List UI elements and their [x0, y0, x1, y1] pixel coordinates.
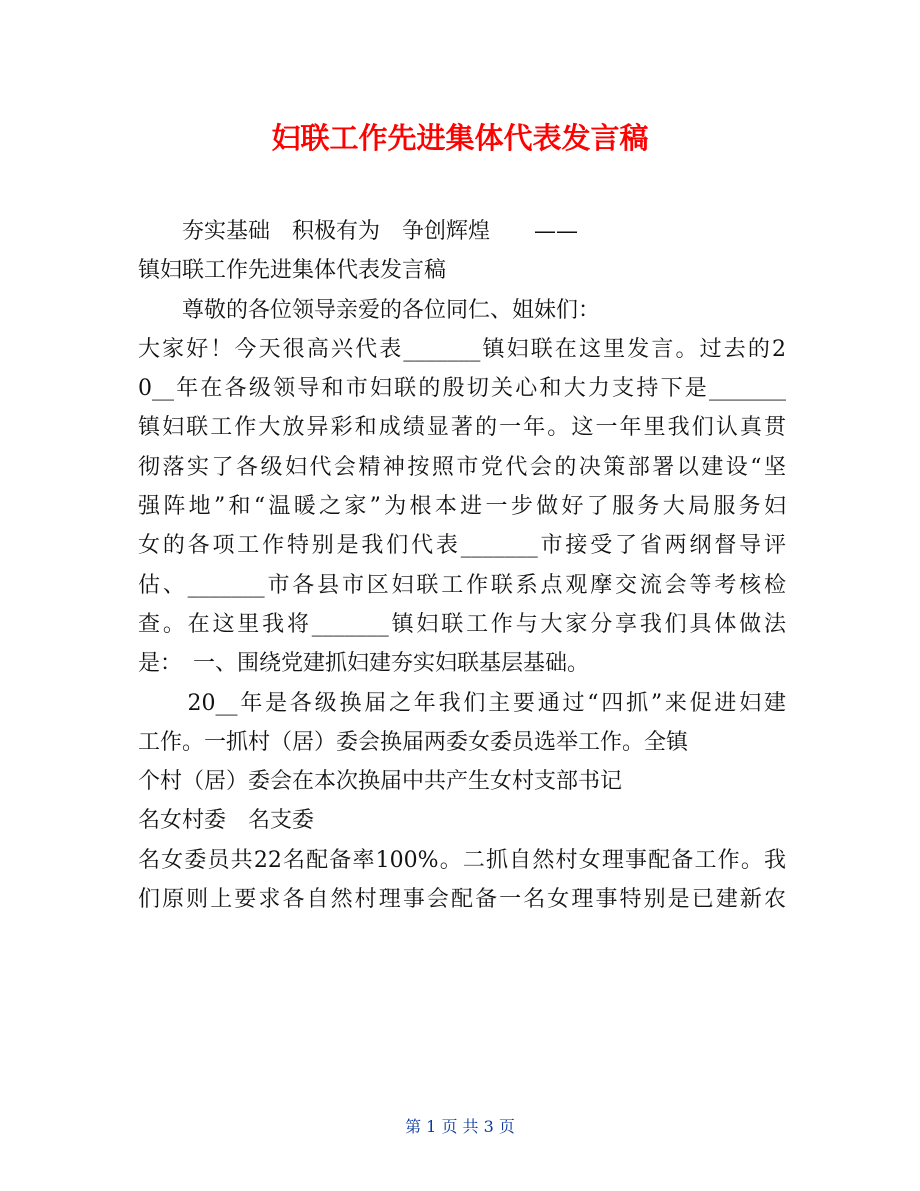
document-title: 妇联工作先进集体代表发言稿	[271, 121, 649, 155]
paragraph-line: 查。在这里我将_______镇妇联工作与大家分享我们具体做法	[138, 611, 786, 637]
paragraph-line: 名女村委 名支委	[138, 808, 315, 834]
paragraph-line: 估、_______市各县市区妇联工作联系点观摩交流会等考核检	[138, 572, 786, 598]
salutation-line: 尊敬的各位领导亲爱的各位同仁、姐妹们：	[138, 297, 601, 323]
subtitle-line-1: 夯实基础 积极有为 争创辉煌 ——	[138, 219, 579, 244]
section-heading-line: 是： 一、围绕党建抓妇建夯实妇联基层基础。	[138, 651, 590, 677]
subtitle-line-2: 镇妇联工作先进集体代表发言稿	[138, 258, 447, 284]
page-number-footer: 第 1 页 共 3 页	[405, 1117, 515, 1136]
document-body	[138, 212, 786, 919]
paragraph-line: 镇妇联工作大放异彩和成绩显著的一年。这一年里我们认真贯	[138, 415, 786, 441]
paragraph-line: 女的各项工作特别是我们代表_______市接受了省两纲督导评	[138, 533, 786, 559]
paragraph-line: 个村（居）委会在本次换届中共产生女村支部书记	[138, 769, 623, 795]
paragraph-line: 0__年在各级领导和市妇联的殷切关心和大力支持下是_______	[138, 376, 786, 402]
paragraph-line: 们原则上要求各自然村理事会配备一名女理事特别是已建新农	[138, 887, 786, 913]
paragraph-line: 强阵地”和“温暖之家”为根本进一步做好了服务大局服务妇	[138, 494, 786, 520]
paragraph-line: 工作。一抓村（居）委会换届两委女委员选举工作。全镇	[138, 729, 689, 755]
paragraph-line: 彻落实了各级妇代会精神按照市党代会的决策部署以建设“坚	[138, 454, 786, 480]
paragraph-line: 大家好！今天很高兴代表_______镇妇联在这里发言。过去的2	[138, 336, 786, 362]
paragraph-line: 20__年是各级换届之年我们主要通过“四抓”来促进妇建	[138, 690, 786, 716]
paragraph-line: 名女委员共22名配备率100%。二抓自然村女理事配备工作。我	[138, 847, 786, 873]
